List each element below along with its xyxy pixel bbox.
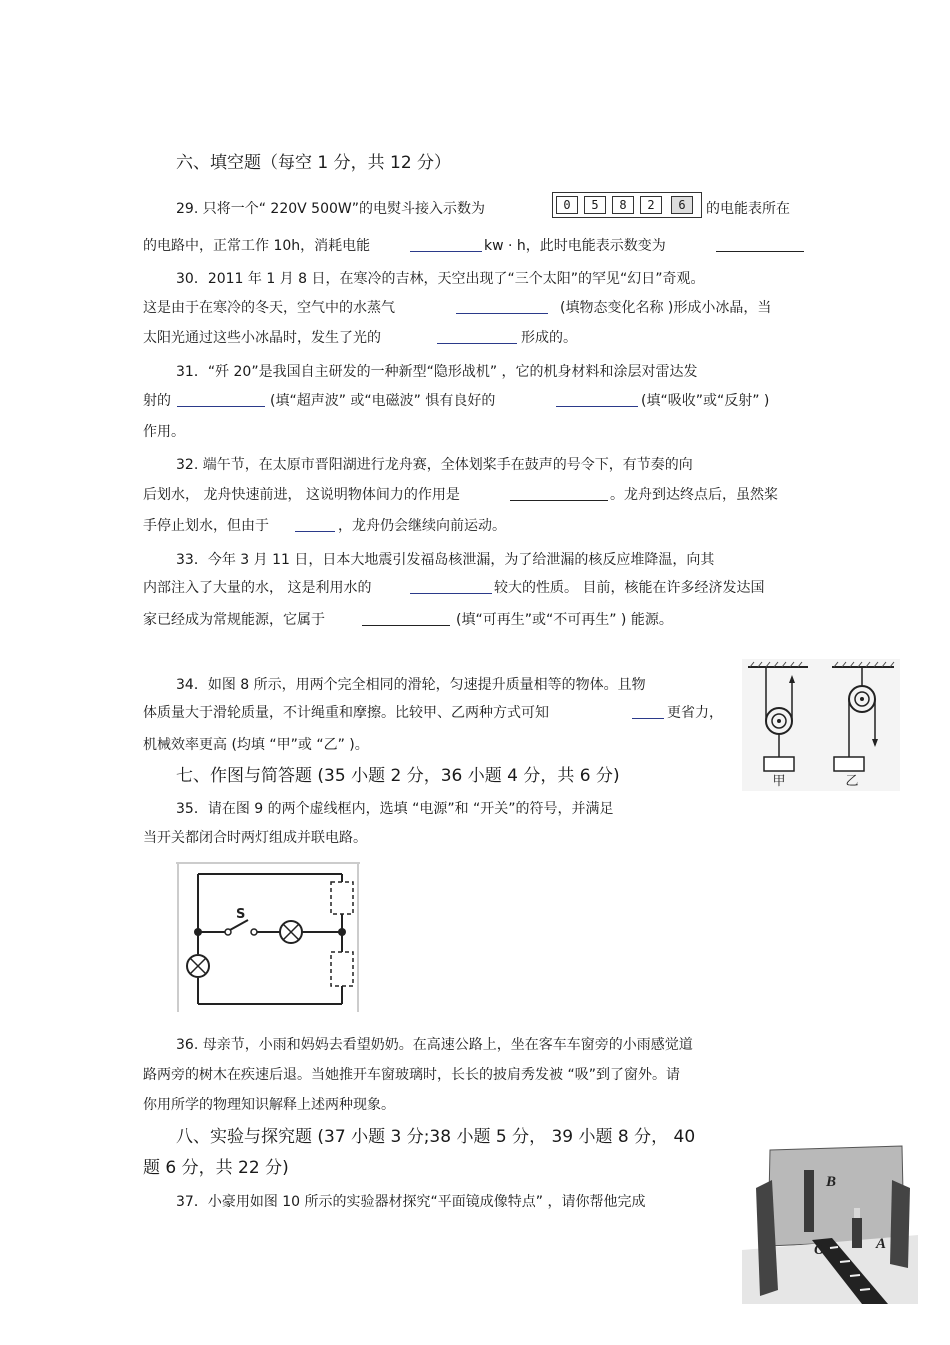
q36-line3: 你用所学的物理知识解释上述两种现象。 — [143, 1097, 395, 1113]
q30-blank-phase-change[interactable] — [456, 299, 548, 319]
q31-blank-absorb[interactable] — [556, 392, 638, 412]
q35-line2: 当开关都闭合时两灯组成并联电路。 — [143, 830, 367, 846]
section-8-title-line1: 八、实验与探究题 (37 小题 3 分;38 小题 5 分， 39 小题 8 分， 40 — [176, 1127, 696, 1147]
label-o: O — [814, 1242, 825, 1258]
meter-digit: 8 — [612, 196, 634, 214]
q34-line2-a: 体质量大于滑轮质量，不计绳重和摩擦。比较甲、乙两种方式可知 — [143, 705, 549, 721]
q34-line2-b: 更省力， — [667, 705, 723, 721]
q31-line3: 作用。 — [143, 424, 185, 440]
q31-line2-b: (填“超声波” 或“电磁波” 惧有良好的 — [270, 393, 496, 409]
q34-line3: 机械效率更高 (均填 “甲”或 “乙” )。 — [143, 737, 369, 753]
q29-line2-a: 的电路中，正常工作 10h，消耗电能 — [143, 238, 371, 254]
q34-blank-force[interactable] — [632, 704, 664, 724]
q30-line3-a: 太阳光通过这些小冰晶时，发生了光的 — [143, 330, 381, 346]
q33-line2-b: 较大的性质。 目前，核能在许多经济发达国 — [494, 580, 765, 596]
q31-line2-a: 射的 — [143, 393, 171, 409]
label-a: A — [876, 1236, 887, 1252]
circuit-figure — [176, 862, 360, 1014]
q29-line1-a: 29. 只将一个“ 220V 500W”的电熨斗接入示数为 — [176, 201, 485, 217]
q33-line3-b: (填“可再生”或“不可再生” ) 能源。 — [456, 612, 673, 628]
meter-digit: 5 — [584, 196, 606, 214]
q36-line1: 36. 母亲节，小雨和妈妈去看望奶奶。在高速公路上，坐在客车车窗旁的小雨感觉道 — [176, 1037, 693, 1053]
q32-line2-a: 后划水， 龙舟快速前进， 这说明物体间力的作用是 — [143, 487, 460, 503]
q32-blank-inertia[interactable] — [295, 517, 335, 537]
q33-line2-a: 内部注入了大量的水， 这是利用水的 — [143, 580, 372, 596]
q32-blank-force[interactable] — [510, 486, 608, 506]
label-b: B — [826, 1174, 837, 1190]
q29-blank-reading[interactable] — [716, 237, 804, 257]
q33-blank-property[interactable] — [410, 579, 492, 599]
q33-line1: 33．今年 3 月 11 日，日本大地震引发福岛核泄漏，为了给泄漏的核反应堆降温，向其 — [176, 552, 715, 568]
q31-line1: 31．“歼 20”是我国自主研发的一种新型“隐形战机” ，它的机身材料和涂层对雷达发 — [176, 364, 698, 380]
q32-line3-b: ，龙舟仍会继续向前运动。 — [338, 518, 506, 534]
q36-line2: 路两旁的树木在疾速后退。当她推开车窗玻璃时，长长的披肩秀发被 “吸”到了窗外。请 — [143, 1067, 680, 1083]
q31-blank-wave[interactable] — [177, 392, 265, 412]
section-8-title-line2: 题 6 分，共 22 分) — [143, 1158, 289, 1178]
mirror-experiment-figure — [742, 1140, 918, 1304]
section-6-title: 六、填空题（每空 1 分，共 12 分） — [176, 153, 452, 173]
label-jia: 甲 — [772, 774, 786, 789]
meter-digit: 0 — [556, 196, 578, 214]
q30-blank-light[interactable] — [437, 329, 517, 349]
electric-meter-display — [552, 192, 702, 218]
q30-line1: 30．2011 年 1 月 8 日，在寒冷的吉林，天空出现了“三个太阳”的罕见“幻日”奇观。 — [176, 271, 705, 287]
pulley-figure — [742, 659, 900, 791]
q30-line2-a: 这是由于在寒冷的冬天，空气中的水蒸气 — [143, 300, 395, 316]
q33-line3-a: 家已经成为常规能源，它属于 — [143, 612, 325, 628]
section-7-title: 七、作图与简答题 (35 小题 2 分，36 小题 4 分，共 6 分) — [176, 766, 620, 786]
q31-line2-c: (填“吸收”或“反射” ) — [641, 393, 770, 409]
q29-line2-b: kw · h，此时电能表示数变为 — [484, 238, 666, 254]
q32-line2-b: 。龙舟到达终点后，虽然桨 — [610, 487, 778, 503]
meter-digit: 6 — [671, 196, 693, 214]
label-yi: 乙 — [845, 774, 859, 789]
q34-line1: 34．如图 8 所示，用两个完全相同的滑轮，匀速提升质量相等的物体。且物 — [176, 677, 646, 693]
q32-line3-a: 手停止划水，但由于 — [143, 518, 269, 534]
q29-blank-energy[interactable] — [410, 237, 482, 257]
meter-digit: 2 — [640, 196, 662, 214]
q30-line2-b: (填物态变化名称 )形成小冰晶，当 — [560, 300, 772, 316]
q37-line1: 37．小豪用如图 10 所示的实验器材探究“平面镜成像特点” ，请你帮他完成 — [176, 1194, 646, 1210]
q35-line1: 35．请在图 9 的两个虚线框内，选填 “电源”和 “开关”的符号，并满足 — [176, 801, 614, 817]
switch-label: S — [236, 907, 246, 922]
q29-line1-b: 的电能表所在 — [706, 201, 790, 217]
q33-blank-energy-type[interactable] — [362, 611, 450, 631]
q32-line1: 32. 端午节，在太原市晋阳湖进行龙舟赛，全体划桨手在鼓声的号令下，有节奏的向 — [176, 457, 693, 473]
q30-line3-b: 形成的。 — [521, 330, 577, 346]
